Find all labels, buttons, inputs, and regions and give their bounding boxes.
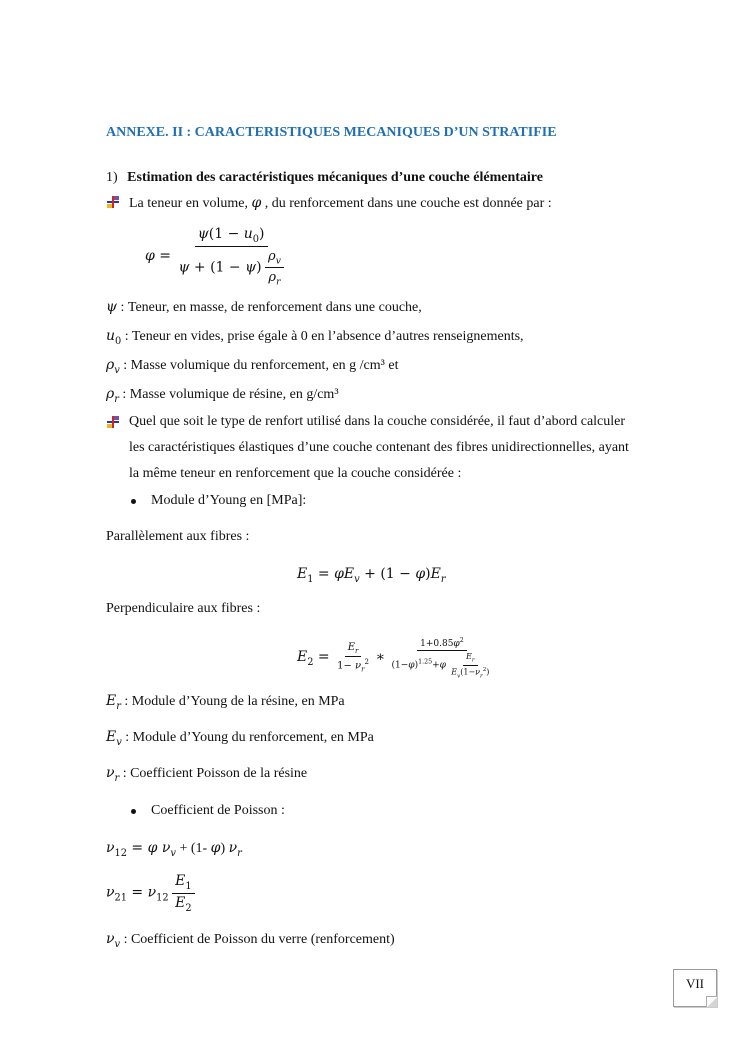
- volume-content-sentence: [129, 195, 552, 212]
- pushpin-bullet-icon: [107, 196, 119, 208]
- e2-formula: $E_2$ = $\frac{E_r}{1- \nu_r^2}$ ∗ $1+0.85\varphi^2$ $(1-\varphi)^{1.25}+\varphi$ $\frac{E_r}{E_v(1-\nu_r^2)}$: [297, 637, 490, 679]
- parallel-label: Parallèlement aux fibres :: [106, 529, 250, 544]
- bullet-dot: [131, 499, 136, 504]
- rho-r-definition: $\rho_r$ : Masse volumique de résine, en g/cm³: [106, 386, 339, 405]
- perpendicular-label: Perpendiculaire aux fibres :: [106, 601, 261, 616]
- bullet2-line2: les caractéristiques élastiques d’une couche contenant des fibres unidirectionnelles, ayant: [129, 440, 629, 455]
- phi-formula: φ = $\psi(1 - u_0)$ ψ + (1 − ψ) $\frac{\rho_v}{\rho_r}$: [145, 226, 287, 288]
- nu21-formula: $\nu_{21} = \nu_{12}$ $\frac{E_1}{E_2}$: [106, 873, 195, 914]
- psi-definition: ψ : Teneur, en masse, de renforcement dans une couche,: [106, 299, 422, 315]
- phi-symbol: φ: [251, 195, 262, 211]
- section-heading-text: Estimation des caractéristiques mécaniques d’une couche élémentaire: [127, 170, 543, 185]
- e1-formula: $E_1 = \varphi E_v + (1 - \varphi)E_r$: [297, 566, 446, 585]
- er-definition: $E_r$ : Module d’Young de la résine, en MPa: [106, 693, 345, 712]
- bullet1-text-post: , du renforcement dans une couche est donnée par :: [261, 196, 552, 211]
- pushpin-bullet-icon: [107, 416, 119, 428]
- page-curl-icon: [706, 996, 717, 1007]
- page-number-box: [673, 969, 717, 1007]
- young-modulus-label: Module d’Young en [MPa]:: [151, 493, 307, 508]
- page-number: VII: [685, 976, 705, 991]
- nu12-formula: $\nu_{12} = \varphi$ $\nu_v + (1-$ φ) $\nu_r$: [106, 840, 242, 859]
- bullet1-text-pre: La teneur en volume,: [129, 196, 252, 211]
- nuv-definition: $\nu_v$ : Coefficient de Poisson du verre (renforcement): [106, 931, 395, 950]
- bullet2-line1: Quel que soit le type de renfort utilisé dans la couche considérée, il faut d’abord calculer: [129, 414, 626, 429]
- rho-v-definition: $\rho_v$ : Masse volumique du renforcement, en g /cm³ et: [106, 357, 399, 376]
- annex-title: ANNEXE. II : CARACTERISTIQUES MECANIQUES D’UN STRATIFIE: [106, 125, 557, 140]
- section-number: 1): [106, 170, 118, 185]
- bullet-dot: [131, 809, 136, 814]
- bullet2-line3: la même teneur en renforcement que la couche considérée :: [129, 466, 462, 481]
- nur-definition: $\nu_r$ : Coefficient Poisson de la résine: [106, 765, 308, 784]
- section-heading: [106, 170, 543, 186]
- u0-definition: $u_0$ : Teneur en vides, prise égale à 0 en l’absence d’autres renseignements,: [106, 328, 524, 347]
- ev-definition: $E_v$ : Module d’Young du renforcement, en MPa: [106, 729, 374, 748]
- poisson-label: Coefficient de Poisson :: [151, 803, 285, 818]
